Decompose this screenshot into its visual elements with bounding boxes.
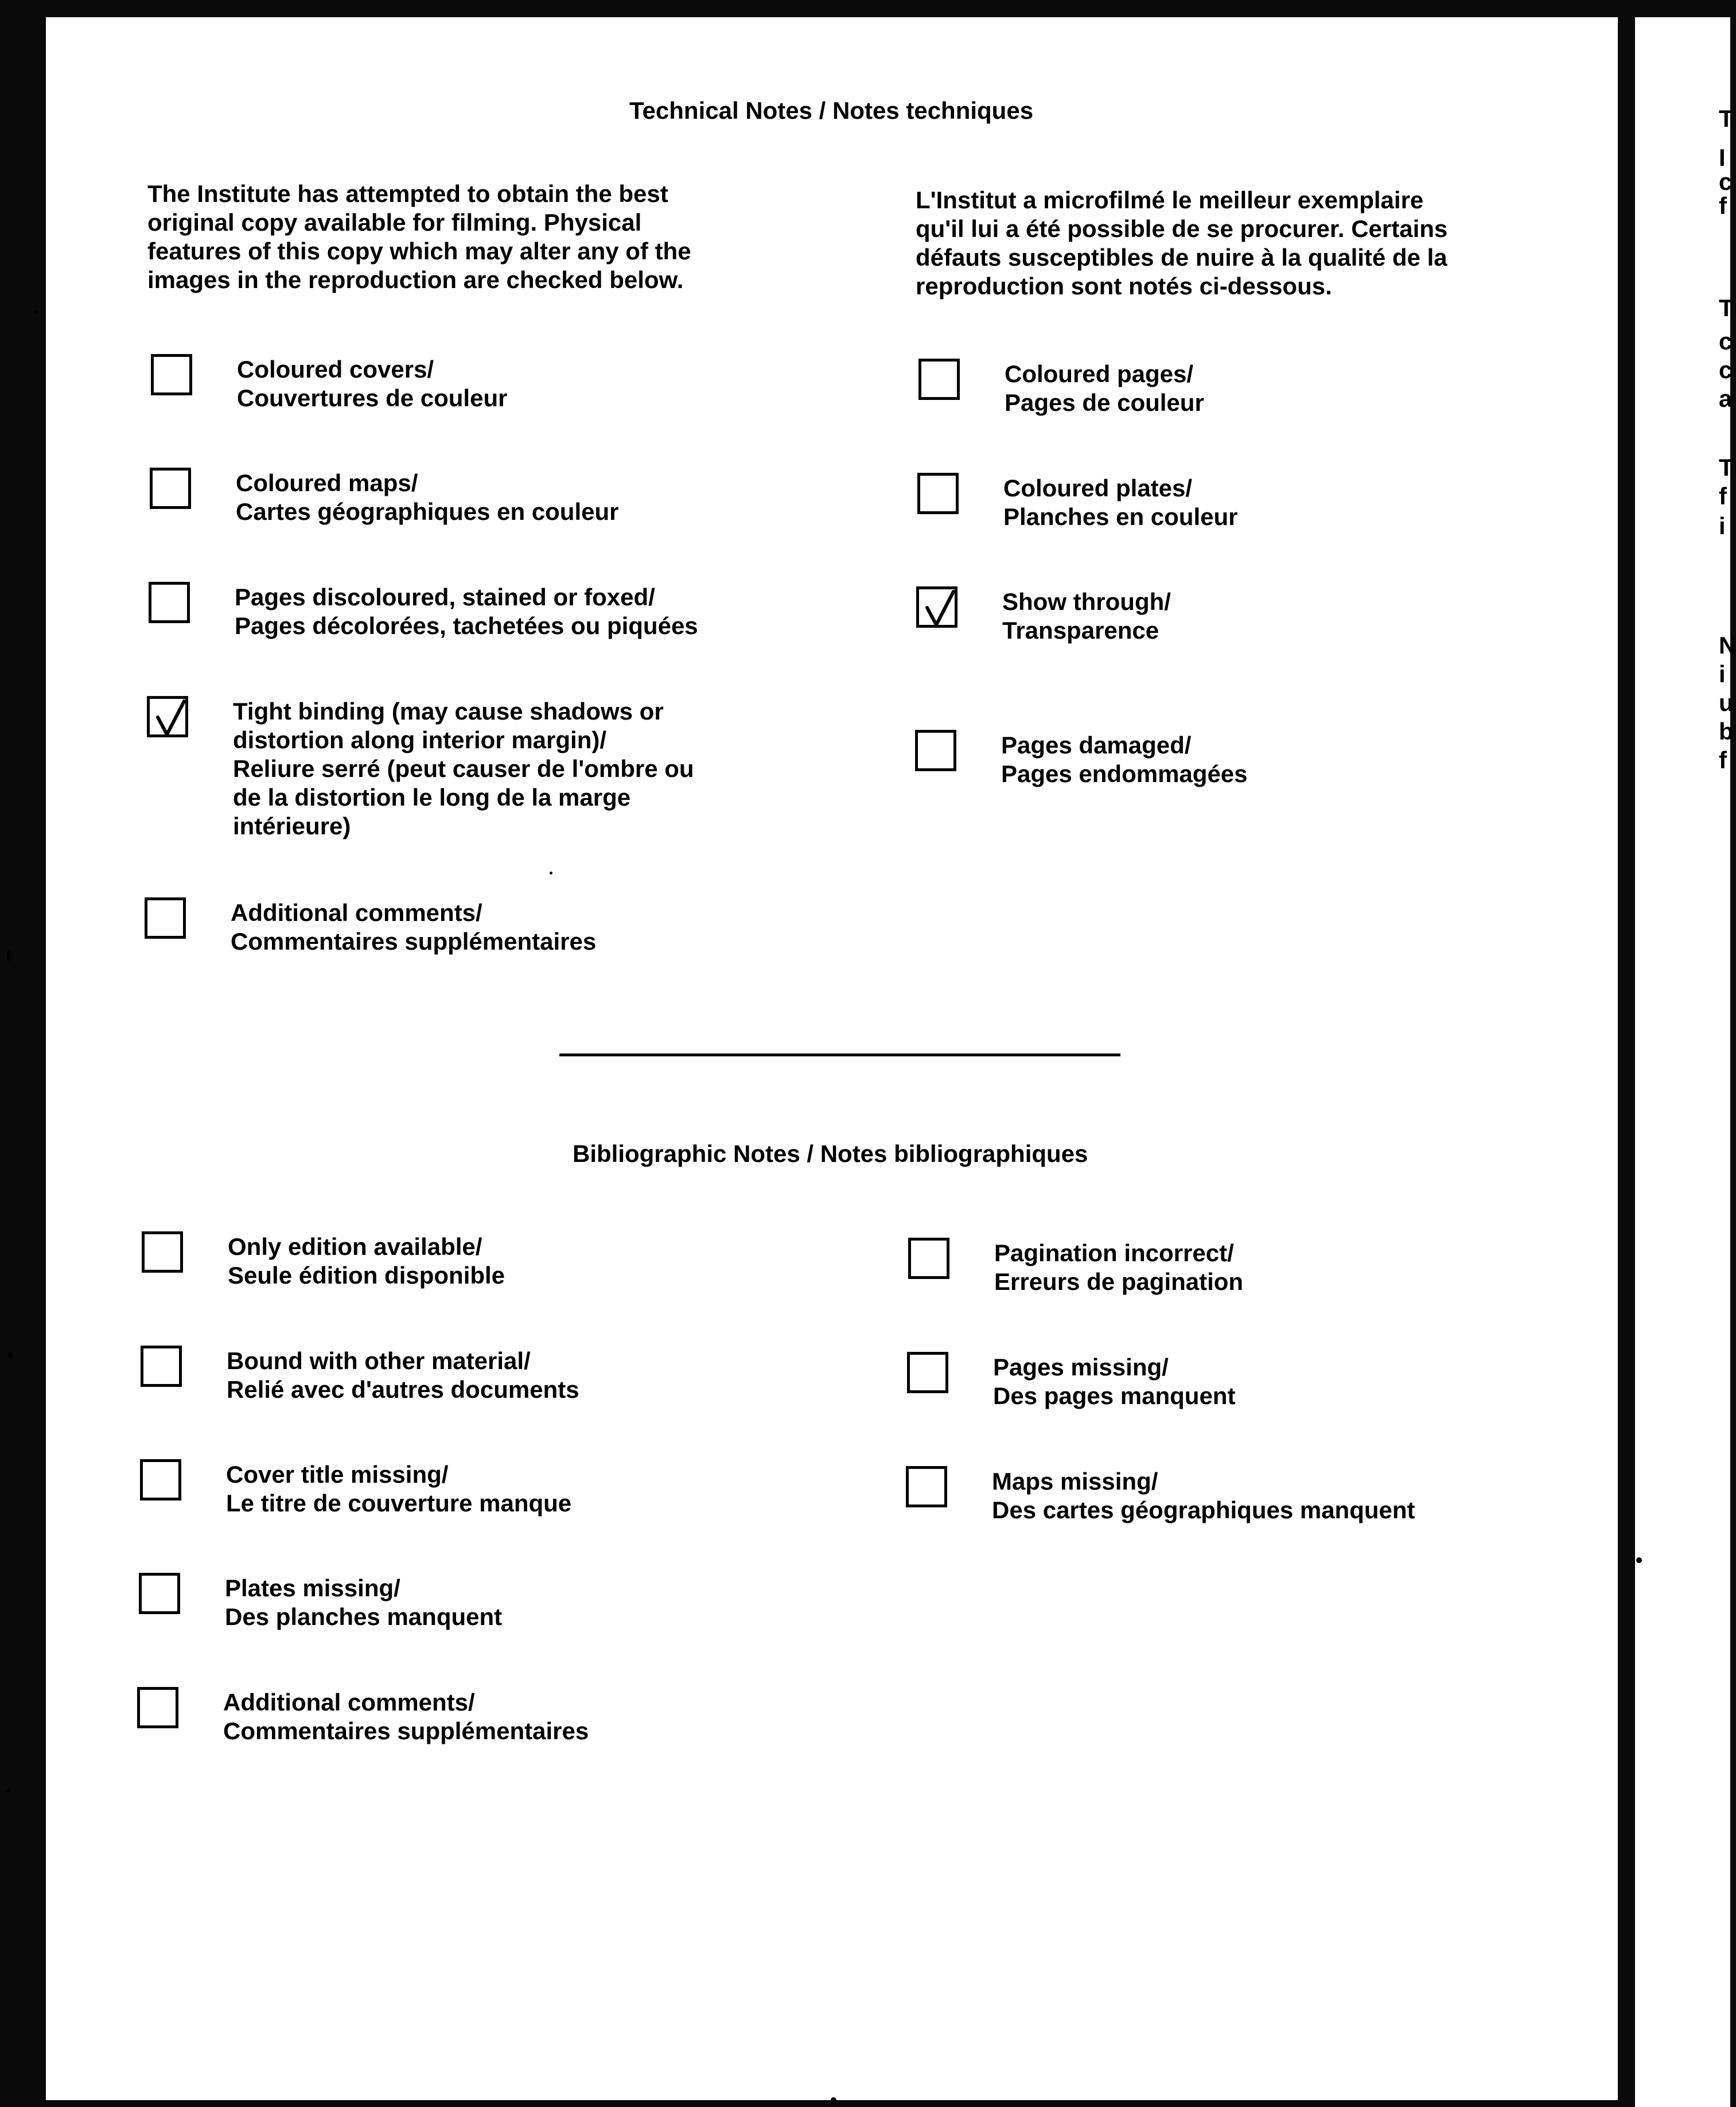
option-label-line: Coloured maps/ bbox=[236, 469, 418, 496]
option-label bbox=[228, 1233, 505, 1290]
checkmark-icon bbox=[152, 700, 189, 739]
edge-letter: i bbox=[1719, 512, 1726, 539]
edge-letter: a bbox=[1719, 385, 1733, 412]
technical-notes-title: Technical Notes / Notes techniques bbox=[629, 97, 1034, 124]
checkbox[interactable] bbox=[142, 1231, 183, 1273]
intro-english-line: The Institute has attempted to obtain the best bbox=[147, 180, 668, 207]
scan-speck bbox=[1636, 1557, 1642, 1563]
scan-speck bbox=[33, 310, 38, 313]
option-label-line: Tight binding (may cause shadows or bbox=[233, 698, 664, 725]
intro-english bbox=[147, 180, 767, 294]
option-label bbox=[1003, 474, 1237, 531]
scan-speck bbox=[6, 1789, 9, 1793]
option-label bbox=[226, 1460, 571, 1518]
option-label-line: Cartes géographiques en couleur bbox=[236, 498, 619, 525]
edge-letter: c bbox=[1719, 328, 1733, 355]
option-label-line: Planches en couleur bbox=[1003, 503, 1238, 530]
option-label-line: Des cartes géographiques manquent bbox=[992, 1496, 1415, 1523]
edge-letter: f bbox=[1719, 192, 1727, 219]
intro-french-line: défauts susceptibles de nuire à la qualité de la bbox=[916, 244, 1447, 271]
edge-letter: b bbox=[1719, 718, 1734, 745]
edge-letter: i bbox=[1719, 660, 1726, 687]
option-label-line: Additional comments/ bbox=[223, 1689, 475, 1716]
option-label-line: Erreurs de pagination bbox=[994, 1268, 1244, 1295]
checkbox[interactable] bbox=[918, 359, 960, 400]
option-label bbox=[992, 1467, 1415, 1525]
option-label bbox=[227, 1347, 579, 1404]
option-label bbox=[233, 697, 694, 841]
option-label bbox=[236, 469, 619, 526]
option-label bbox=[237, 355, 507, 413]
bibliographic-notes-title: Bibliographic Notes / Notes bibliographiques bbox=[573, 1140, 1088, 1167]
intro-english-line: original copy available for filming. Physical bbox=[147, 209, 642, 236]
intro-french bbox=[916, 186, 1535, 301]
option-label-line: Plates missing/ bbox=[225, 1575, 400, 1601]
checkbox[interactable] bbox=[147, 696, 188, 737]
intro-french-line: qu'il lui a été possible de se procurer. Certains bbox=[916, 215, 1448, 242]
option-label bbox=[993, 1353, 1235, 1410]
option-label-line: Pages décolorées, tachetées ou piquées bbox=[235, 612, 698, 639]
option-label-line: Bound with other material/ bbox=[227, 1347, 531, 1374]
option-label bbox=[1001, 731, 1248, 788]
option-label-line: Reliure serré (peut causer de l'ombre ou bbox=[233, 755, 694, 782]
checkbox[interactable] bbox=[915, 730, 956, 771]
option-label-line: Transparence bbox=[1002, 617, 1159, 644]
option-label-line: Additional comments/ bbox=[231, 899, 482, 926]
option-label bbox=[235, 583, 698, 640]
intro-french-line: reproduction sont notés ci-dessous. bbox=[916, 273, 1332, 300]
option-label bbox=[1002, 588, 1171, 645]
option-label-line: Coloured covers/ bbox=[237, 356, 434, 383]
edge-letter: N bbox=[1719, 632, 1736, 659]
edge-letter: c bbox=[1719, 168, 1733, 195]
option-label-line: Couvertures de couleur bbox=[237, 384, 508, 411]
checkbox[interactable] bbox=[917, 473, 959, 514]
checkbox[interactable] bbox=[149, 582, 190, 623]
scan-speck bbox=[7, 950, 10, 961]
option-label-line: Commentaires supplémentaires bbox=[231, 928, 597, 955]
option-label bbox=[1005, 360, 1204, 417]
option-label-line: intérieure) bbox=[233, 813, 351, 839]
checkbox[interactable] bbox=[908, 1238, 949, 1279]
edge-letter: T bbox=[1719, 294, 1734, 321]
option-label-line: Relié avec d'autres documents bbox=[227, 1376, 579, 1403]
edge-letter: f bbox=[1719, 483, 1727, 510]
edge-letter: T bbox=[1719, 105, 1734, 132]
edge-letter: f bbox=[1719, 747, 1727, 773]
edge-letter: T bbox=[1719, 454, 1734, 481]
option-label-line: Pages discoloured, stained or foxed/ bbox=[235, 584, 655, 611]
option-label bbox=[223, 1688, 589, 1746]
option-label-line: Cover title missing/ bbox=[226, 1461, 449, 1488]
edge-letter: I bbox=[1719, 144, 1726, 171]
scan-speck bbox=[8, 1351, 13, 1358]
intro-english-line: features of this copy which may alter any of the bbox=[147, 238, 691, 265]
option-label-line: Des planches manquent bbox=[225, 1603, 503, 1630]
section-divider bbox=[559, 1054, 1120, 1056]
checkbox[interactable] bbox=[906, 1466, 947, 1507]
checkbox[interactable] bbox=[139, 1573, 180, 1614]
checkbox[interactable] bbox=[907, 1352, 948, 1393]
checkbox[interactable] bbox=[145, 897, 186, 939]
edge-letter: u bbox=[1719, 689, 1734, 716]
scan-speck bbox=[831, 2097, 836, 2103]
option-label-line: Des pages manquent bbox=[993, 1382, 1236, 1409]
checkbox[interactable] bbox=[151, 354, 192, 395]
option-label-line: Show through/ bbox=[1002, 588, 1171, 615]
adjacent-page-edge bbox=[1635, 17, 1730, 2107]
option-label-line: Pages endommagées bbox=[1001, 760, 1248, 787]
checkbox[interactable] bbox=[150, 468, 191, 509]
checkbox[interactable] bbox=[916, 586, 957, 628]
option-label-line: Coloured plates/ bbox=[1003, 475, 1193, 502]
option-label-line: distortion along interior margin)/ bbox=[233, 726, 606, 753]
checkbox[interactable] bbox=[137, 1687, 178, 1728]
option-label-line: Seule édition disponible bbox=[228, 1262, 505, 1289]
option-label bbox=[231, 899, 596, 956]
intro-english-line: images in the reproduction are checked below. bbox=[147, 266, 684, 293]
option-label-line: Commentaires supplémentaires bbox=[223, 1717, 589, 1744]
option-label-line: Le titre de couverture manque bbox=[226, 1490, 572, 1517]
scan-speck bbox=[550, 872, 552, 874]
document-page bbox=[46, 17, 1618, 2100]
option-label-line: Pagination incorrect/ bbox=[994, 1239, 1234, 1266]
edge-letter: c bbox=[1719, 356, 1733, 383]
option-label-line: Pages missing/ bbox=[993, 1354, 1169, 1381]
option-label-line: de la distortion le long de la marge bbox=[233, 784, 631, 811]
checkmark-icon bbox=[921, 590, 958, 629]
option-label bbox=[994, 1239, 1243, 1296]
option-label-line: Only edition available/ bbox=[228, 1233, 482, 1260]
option-label-line: Coloured pages/ bbox=[1005, 360, 1194, 387]
option-label bbox=[225, 1574, 502, 1631]
option-label-line: Pages damaged/ bbox=[1001, 732, 1192, 759]
intro-french-line: L'Institut a microfilmé le meilleur exemplaire bbox=[916, 186, 1424, 213]
checkbox[interactable] bbox=[141, 1346, 182, 1387]
checkbox[interactable] bbox=[140, 1459, 181, 1500]
option-label-line: Maps missing/ bbox=[992, 1468, 1158, 1495]
option-label-line: Pages de couleur bbox=[1005, 389, 1204, 416]
